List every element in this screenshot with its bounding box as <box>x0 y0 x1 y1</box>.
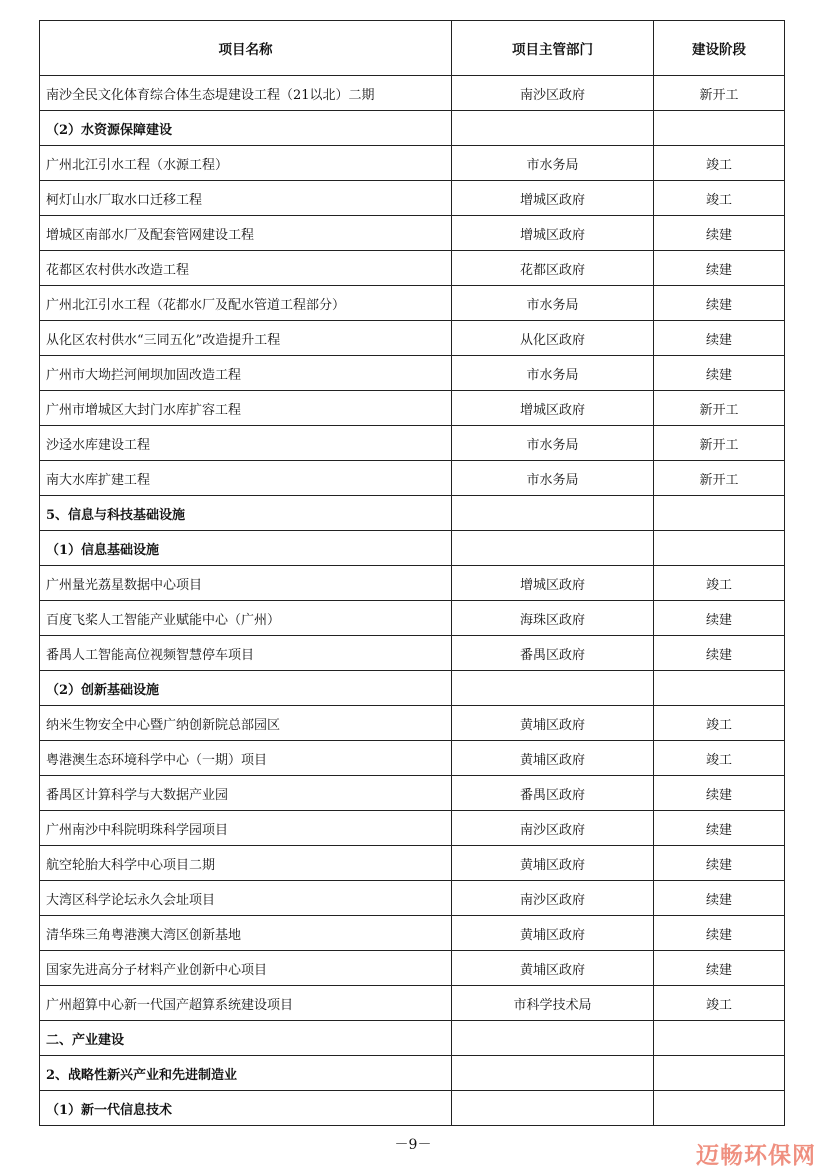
table-row <box>40 146 785 181</box>
cell-project-name: 2、战略性新兴产业和先进制造业 <box>40 1056 452 1091</box>
cell-stage: 续建 <box>654 636 785 671</box>
cell-stage: 续建 <box>654 916 785 951</box>
cell-department: 增城区政府 <box>452 566 654 601</box>
cell-project-name: （2）水资源保障建设 <box>40 111 452 146</box>
cell-department <box>452 1021 654 1056</box>
cell-department: 市水务局 <box>452 286 654 321</box>
cell-stage: 续建 <box>654 811 785 846</box>
cell-department <box>452 111 654 146</box>
cell-department: 黄埔区政府 <box>452 846 654 881</box>
header-department: 项目主管部门 <box>452 21 654 76</box>
table-row <box>40 601 785 636</box>
cell-department: 市水务局 <box>452 426 654 461</box>
cell-stage: 续建 <box>654 776 785 811</box>
table-row <box>40 811 785 846</box>
cell-department: 黄埔区政府 <box>452 916 654 951</box>
cell-project-name: 清华珠三角粤港澳大湾区创新基地 <box>40 916 452 951</box>
cell-stage: 竣工 <box>654 181 785 216</box>
cell-department <box>452 1091 654 1126</box>
cell-project-name: 广州北江引水工程（花都水厂及配水管道工程部分） <box>40 286 452 321</box>
cell-department: 海珠区政府 <box>452 601 654 636</box>
section-row <box>40 531 785 566</box>
table-row <box>40 251 785 286</box>
cell-stage: 竣工 <box>654 741 785 776</box>
cell-stage: 续建 <box>654 881 785 916</box>
project-table <box>39 20 785 1126</box>
cell-project-name: 广州量光荔星数据中心项目 <box>40 566 452 601</box>
cell-department <box>452 671 654 706</box>
cell-department: 增城区政府 <box>452 216 654 251</box>
cell-department: 市水务局 <box>452 356 654 391</box>
cell-department: 从化区政府 <box>452 321 654 356</box>
cell-department: 南沙区政府 <box>452 881 654 916</box>
cell-stage <box>654 1056 785 1091</box>
cell-department: 黄埔区政府 <box>452 706 654 741</box>
cell-project-name: 二、产业建设 <box>40 1021 452 1056</box>
cell-department: 南沙区政府 <box>452 76 654 111</box>
cell-department: 南沙区政府 <box>452 811 654 846</box>
cell-stage <box>654 531 785 566</box>
table-row <box>40 741 785 776</box>
table-header-row <box>40 21 785 76</box>
cell-project-name: 广州南沙中科院明珠科学园项目 <box>40 811 452 846</box>
cell-project-name: （2）创新基础设施 <box>40 671 452 706</box>
table-row <box>40 321 785 356</box>
table-row <box>40 181 785 216</box>
section-row <box>40 1056 785 1091</box>
section-row <box>40 671 785 706</box>
cell-stage: 续建 <box>654 321 785 356</box>
cell-project-name: 广州市大坳拦河闸坝加固改造工程 <box>40 356 452 391</box>
cell-project-name: 南沙全民文化体育综合体生态堤建设工程（21以北）二期 <box>40 76 452 111</box>
section-row <box>40 1021 785 1056</box>
table-row <box>40 636 785 671</box>
cell-project-name: 沙迳水库建设工程 <box>40 426 452 461</box>
cell-department: 花都区政府 <box>452 251 654 286</box>
cell-department: 增城区政府 <box>452 391 654 426</box>
cell-department: 增城区政府 <box>452 181 654 216</box>
cell-project-name: 百度飞桨人工智能产业赋能中心（广州） <box>40 601 452 636</box>
cell-stage: 新开工 <box>654 76 785 111</box>
cell-project-name: 柯灯山水厂取水口迁移工程 <box>40 181 452 216</box>
table-row <box>40 461 785 496</box>
cell-department: 番禺区政府 <box>452 776 654 811</box>
cell-project-name: 广州超算中心新一代国产超算系统建设项目 <box>40 986 452 1021</box>
cell-project-name: 南大水库扩建工程 <box>40 461 452 496</box>
section-row <box>40 496 785 531</box>
cell-stage <box>654 111 785 146</box>
section-row <box>40 1091 785 1126</box>
cell-department: 番禺区政府 <box>452 636 654 671</box>
cell-stage: 续建 <box>654 286 785 321</box>
table-row <box>40 881 785 916</box>
cell-project-name: 番禺区计算科学与大数据产业园 <box>40 776 452 811</box>
cell-stage <box>654 496 785 531</box>
table-row <box>40 391 785 426</box>
cell-stage: 续建 <box>654 251 785 286</box>
table-row <box>40 951 785 986</box>
cell-stage: 竣工 <box>654 146 785 181</box>
cell-stage: 新开工 <box>654 461 785 496</box>
cell-project-name: 大湾区科学论坛永久会址项目 <box>40 881 452 916</box>
table-row <box>40 216 785 251</box>
cell-project-name: 广州北江引水工程（水源工程） <box>40 146 452 181</box>
cell-department: 市水务局 <box>452 461 654 496</box>
table-row <box>40 76 785 111</box>
cell-project-name: （1）新一代信息技术 <box>40 1091 452 1126</box>
cell-department: 市科学技术局 <box>452 986 654 1021</box>
header-project-name: 项目名称 <box>40 21 452 76</box>
table-row <box>40 426 785 461</box>
cell-project-name: 广州市增城区大封门水库扩容工程 <box>40 391 452 426</box>
cell-stage: 续建 <box>654 601 785 636</box>
cell-project-name: 航空轮胎大科学中心项目二期 <box>40 846 452 881</box>
table-row <box>40 566 785 601</box>
cell-stage <box>654 671 785 706</box>
cell-department: 黄埔区政府 <box>452 951 654 986</box>
cell-project-name: 粤港澳生态环境科学中心（一期）项目 <box>40 741 452 776</box>
table-row <box>40 846 785 881</box>
cell-stage: 新开工 <box>654 426 785 461</box>
cell-project-name: 增城区南部水厂及配套管网建设工程 <box>40 216 452 251</box>
cell-project-name: 番禺人工智能高位视频智慧停车项目 <box>40 636 452 671</box>
cell-stage: 竣工 <box>654 706 785 741</box>
cell-stage: 续建 <box>654 216 785 251</box>
cell-department: 市水务局 <box>452 146 654 181</box>
table-row <box>40 916 785 951</box>
cell-stage <box>654 1091 785 1126</box>
cell-stage: 续建 <box>654 951 785 986</box>
section-row <box>40 111 785 146</box>
project-table-body <box>40 21 785 1126</box>
page-number: －9－ <box>394 1137 432 1153</box>
table-row <box>40 356 785 391</box>
cell-department <box>452 496 654 531</box>
cell-department <box>452 1056 654 1091</box>
header-stage: 建设阶段 <box>654 21 785 76</box>
cell-project-name: （1）信息基础设施 <box>40 531 452 566</box>
cell-stage: 新开工 <box>654 391 785 426</box>
watermark-logo: 迈畅环保网 <box>696 1143 816 1169</box>
table-row <box>40 286 785 321</box>
cell-project-name: 从化区农村供水“三同五化”改造提升工程 <box>40 321 452 356</box>
table-row <box>40 706 785 741</box>
table-row <box>40 776 785 811</box>
cell-stage: 续建 <box>654 846 785 881</box>
table-row <box>40 986 785 1021</box>
cell-project-name: 国家先进高分子材料产业创新中心项目 <box>40 951 452 986</box>
cell-project-name: 花都区农村供水改造工程 <box>40 251 452 286</box>
cell-stage: 竣工 <box>654 566 785 601</box>
cell-department <box>452 531 654 566</box>
cell-project-name: 5、信息与科技基础设施 <box>40 496 452 531</box>
cell-project-name: 纳米生物安全中心暨广纳创新院总部园区 <box>40 706 452 741</box>
cell-stage: 竣工 <box>654 986 785 1021</box>
cell-stage: 续建 <box>654 356 785 391</box>
cell-stage <box>654 1021 785 1056</box>
cell-department: 黄埔区政府 <box>452 741 654 776</box>
